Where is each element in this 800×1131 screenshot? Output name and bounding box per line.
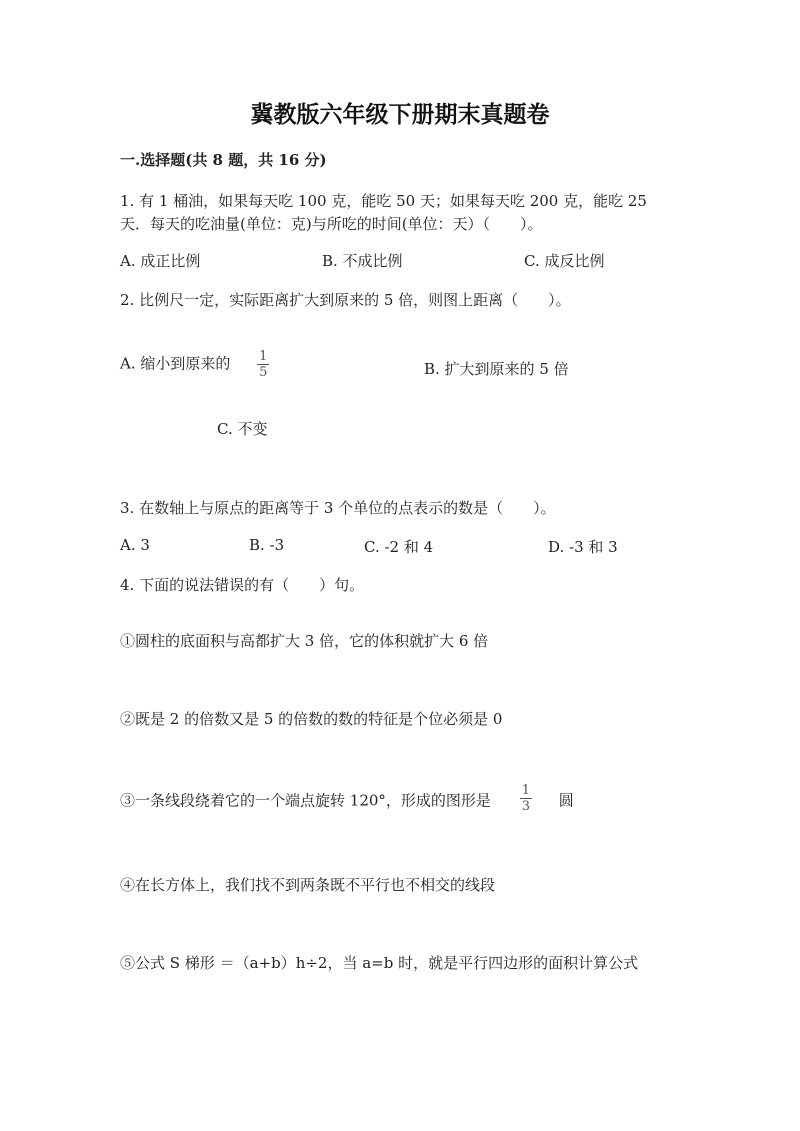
statement-2: ②既是 2 的倍数又是 5 的倍数的数的特征是个位必须是 0 bbox=[120, 710, 503, 728]
question-3-option-b: B. -3 bbox=[249, 536, 285, 554]
statement-4: ④在长方体上，我们找不到两条既不平行也不相交的线段 bbox=[120, 876, 496, 894]
fraction-one-third bbox=[520, 783, 532, 814]
statement-3-suffix: 圆 bbox=[558, 791, 574, 810]
section-heading: 一.选择题(共 8 题，共 16 分) bbox=[120, 151, 327, 169]
question-1-option-a: A. 成正比例 bbox=[120, 252, 201, 270]
question-4-stem: 4. 下面的说法错误的有（ ）句。 bbox=[120, 576, 365, 594]
question-2-option-b: B. 扩大到原来的 5 倍 bbox=[424, 360, 569, 378]
question-2-option-a bbox=[120, 349, 269, 380]
question-3-stem: 3. 在数轴上与原点的距离等于 3 个单位的点表示的数是（ ）。 bbox=[120, 499, 556, 517]
question-3-option-c: C. -2 和 4 bbox=[364, 538, 434, 556]
question-1-option-b: B. 不成比例 bbox=[322, 252, 403, 270]
question-3-option-a: A. 3 bbox=[120, 536, 150, 554]
fraction-denominator: 3 bbox=[521, 799, 530, 814]
statement-3 bbox=[120, 783, 574, 817]
statement-1: ①圆柱的底面积与高都扩大 3 倍，它的体积就扩大 6 倍 bbox=[120, 632, 489, 650]
question-2-option-a-text: A. 缩小到原来的 bbox=[120, 354, 231, 373]
fraction-numerator: 1 bbox=[521, 783, 530, 798]
question-2-stem: 2. 比例尺一定，实际距离扩大到原来的 5 倍，则图上距离（ ）。 bbox=[120, 291, 571, 309]
fraction-denominator: 5 bbox=[259, 365, 268, 380]
statement-5: ⑤公式 S 梯形 ＝（a+b）h÷2，当 a=b 时，就是平行四边形的面积计算公式 bbox=[120, 954, 639, 972]
question-1-line-1: 1. 有 1 桶油，如果每天吃 100 克，能吃 50 天；如果每天吃 200 克，能吃 25 bbox=[120, 192, 647, 210]
fraction-numerator: 1 bbox=[259, 349, 268, 364]
question-1-line-2: 天．每天的吃油量(单位：克)与所吃的时间(单位：天）（ ）。 bbox=[120, 215, 543, 233]
page-title: 冀教版六年级下册期末真题卷 bbox=[250, 101, 550, 128]
question-1-option-c: C. 成反比例 bbox=[524, 252, 605, 270]
question-3-option-d: D. -3 和 3 bbox=[548, 538, 618, 556]
statement-3-text: ③一条线段绕着它的一个端点旋转 120°，形成的图形是 bbox=[120, 791, 491, 810]
question-2-option-c: C. 不变 bbox=[217, 420, 268, 438]
fraction-one-fifth bbox=[257, 349, 269, 380]
